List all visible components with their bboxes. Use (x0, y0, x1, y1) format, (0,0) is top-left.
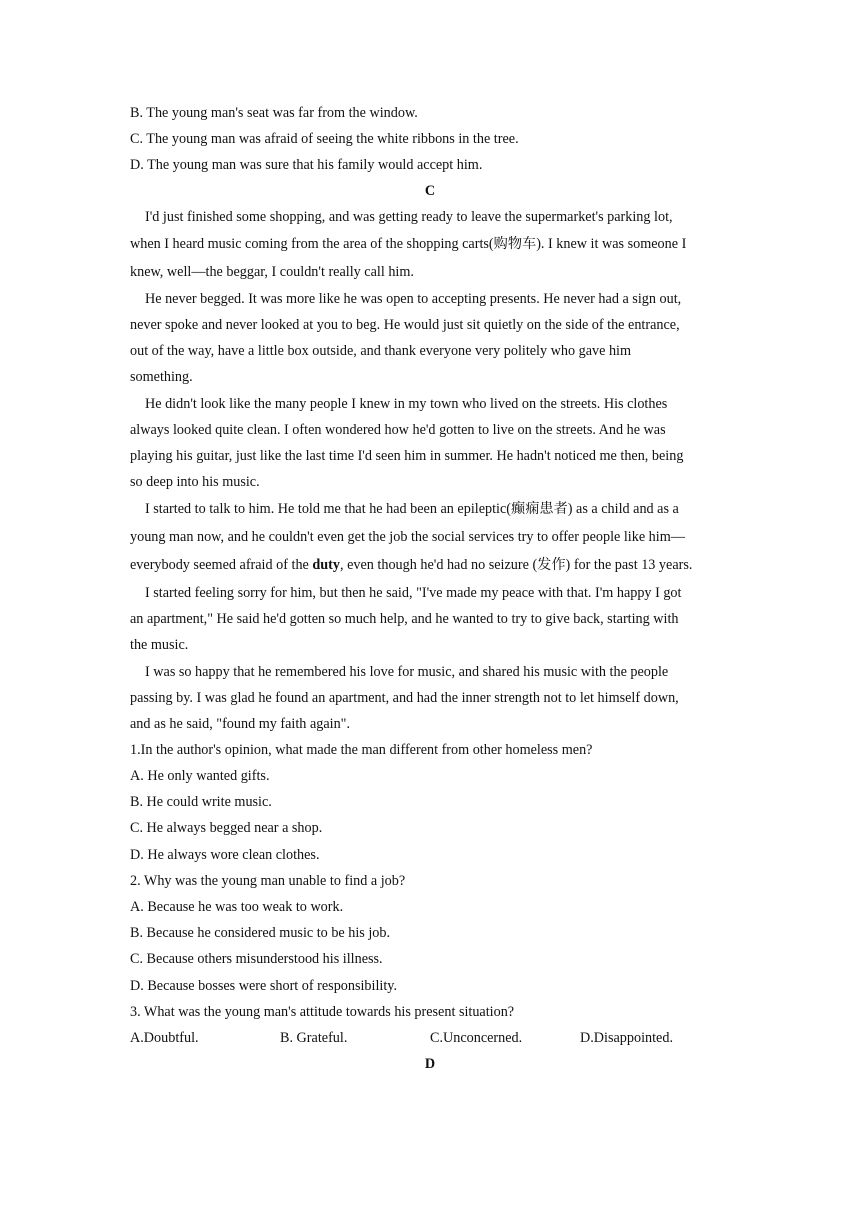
paragraph-3-line: so deep into his music. (130, 474, 260, 490)
paragraph-6-line: I was so happy that he remembered his love for music, and shared his music with the people (145, 664, 669, 680)
paragraph-3-line: always looked quite clean. I often wondered how he'd gotten to live on the streets. And he was (130, 422, 666, 438)
text-segment: everybody seemed afraid of the (130, 557, 313, 573)
question-2-option-d: D. Because bosses were short of responsibility. (130, 978, 398, 994)
question-1-option-b: B. He could write music. (130, 794, 272, 810)
paragraph-1-line: when I heard music coming from the area of the shopping carts(购物车). I knew it was someone I (130, 236, 687, 252)
question-3-option-b: B. Grateful. (280, 1030, 348, 1046)
question-3-option-a: A.Doubtful. (130, 1030, 199, 1046)
question-1-option-c: C. He always begged near a shop. (130, 820, 323, 836)
prev-option-b: B. The young man's seat was far from the window. (130, 105, 418, 121)
question-2-stem: 2. Why was the young man unable to find a job? (130, 873, 406, 889)
question-1-stem: 1.In the author's opinion, what made the man different from other homeless men? (130, 742, 593, 758)
paragraph-3-line: He didn't look like the many people I knew in my town who lived on the streets. His clothes (145, 396, 668, 412)
prev-option-d: D. The young man was sure that his family would accept him. (130, 157, 483, 173)
paragraph-6-line: passing by. I was glad he found an apartment, and had the inner strength not to let himself down, (130, 690, 679, 706)
question-1-option-d: D. He always wore clean clothes. (130, 847, 320, 863)
paragraph-2-line: something. (130, 369, 193, 385)
paragraph-2-line: He never begged. It was more like he was open to accepting presents. He never had a sign out, (145, 291, 682, 307)
paragraph-4-line: I started to talk to him. He told me that he had been an epileptic(癫痫患者) as a child and as a (145, 501, 679, 517)
paragraph-2-line: out of the way, have a little box outside, and thank everyone very politely who gave him (130, 343, 632, 359)
paragraph-4-line (130, 555, 692, 575)
question-2-option-b: B. Because he considered music to be his job. (130, 925, 391, 941)
paragraph-5-line: the music. (130, 637, 189, 653)
question-3-option-d: D.Disappointed. (580, 1030, 673, 1046)
prev-option-c: C. The young man was afraid of seeing the white ribbons in the tree. (130, 131, 519, 147)
paragraph-1-line: I'd just finished some shopping, and was getting ready to leave the supermarket's parking lot, (145, 209, 673, 225)
section-d-heading: D (424, 1056, 436, 1072)
paragraph-5-line: an apartment," He said he'd gotten so much help, and he wanted to try to give back, starting with (130, 611, 679, 627)
paragraph-1-line: knew, well—the beggar, I couldn't really call him. (130, 264, 414, 280)
bold-word-duty: duty (312, 557, 340, 573)
question-2-option-c: C. Because others misunderstood his illness. (130, 951, 383, 967)
section-c-heading: C (424, 183, 436, 199)
paragraph-2-line: never spoke and never looked at you to beg. He would just sit quietly on the side of the entrance, (130, 317, 680, 333)
question-2-option-a: A. Because he was too weak to work. (130, 899, 344, 915)
question-1-option-a: A. He only wanted gifts. (130, 768, 270, 784)
paragraph-4-line: young man now, and he couldn't even get the job the social services try to offer people like him— (130, 529, 685, 545)
text-segment: , even though he'd had no seizure (发作) for the past 13 years. (340, 557, 693, 573)
paragraph-3-line: playing his guitar, just like the last time I'd seen him in summer. He hadn't noticed me then, being (130, 448, 684, 464)
paragraph-5-line: I started feeling sorry for him, but then he said, "I've made my peace with that. I'm happy I got (145, 585, 682, 601)
paragraph-6-line: and as he said, "found my faith again". (130, 716, 351, 732)
question-3-stem: 3. What was the young man's attitude towards his present situation? (130, 1004, 515, 1020)
question-3-option-c: C.Unconcerned. (430, 1030, 523, 1046)
